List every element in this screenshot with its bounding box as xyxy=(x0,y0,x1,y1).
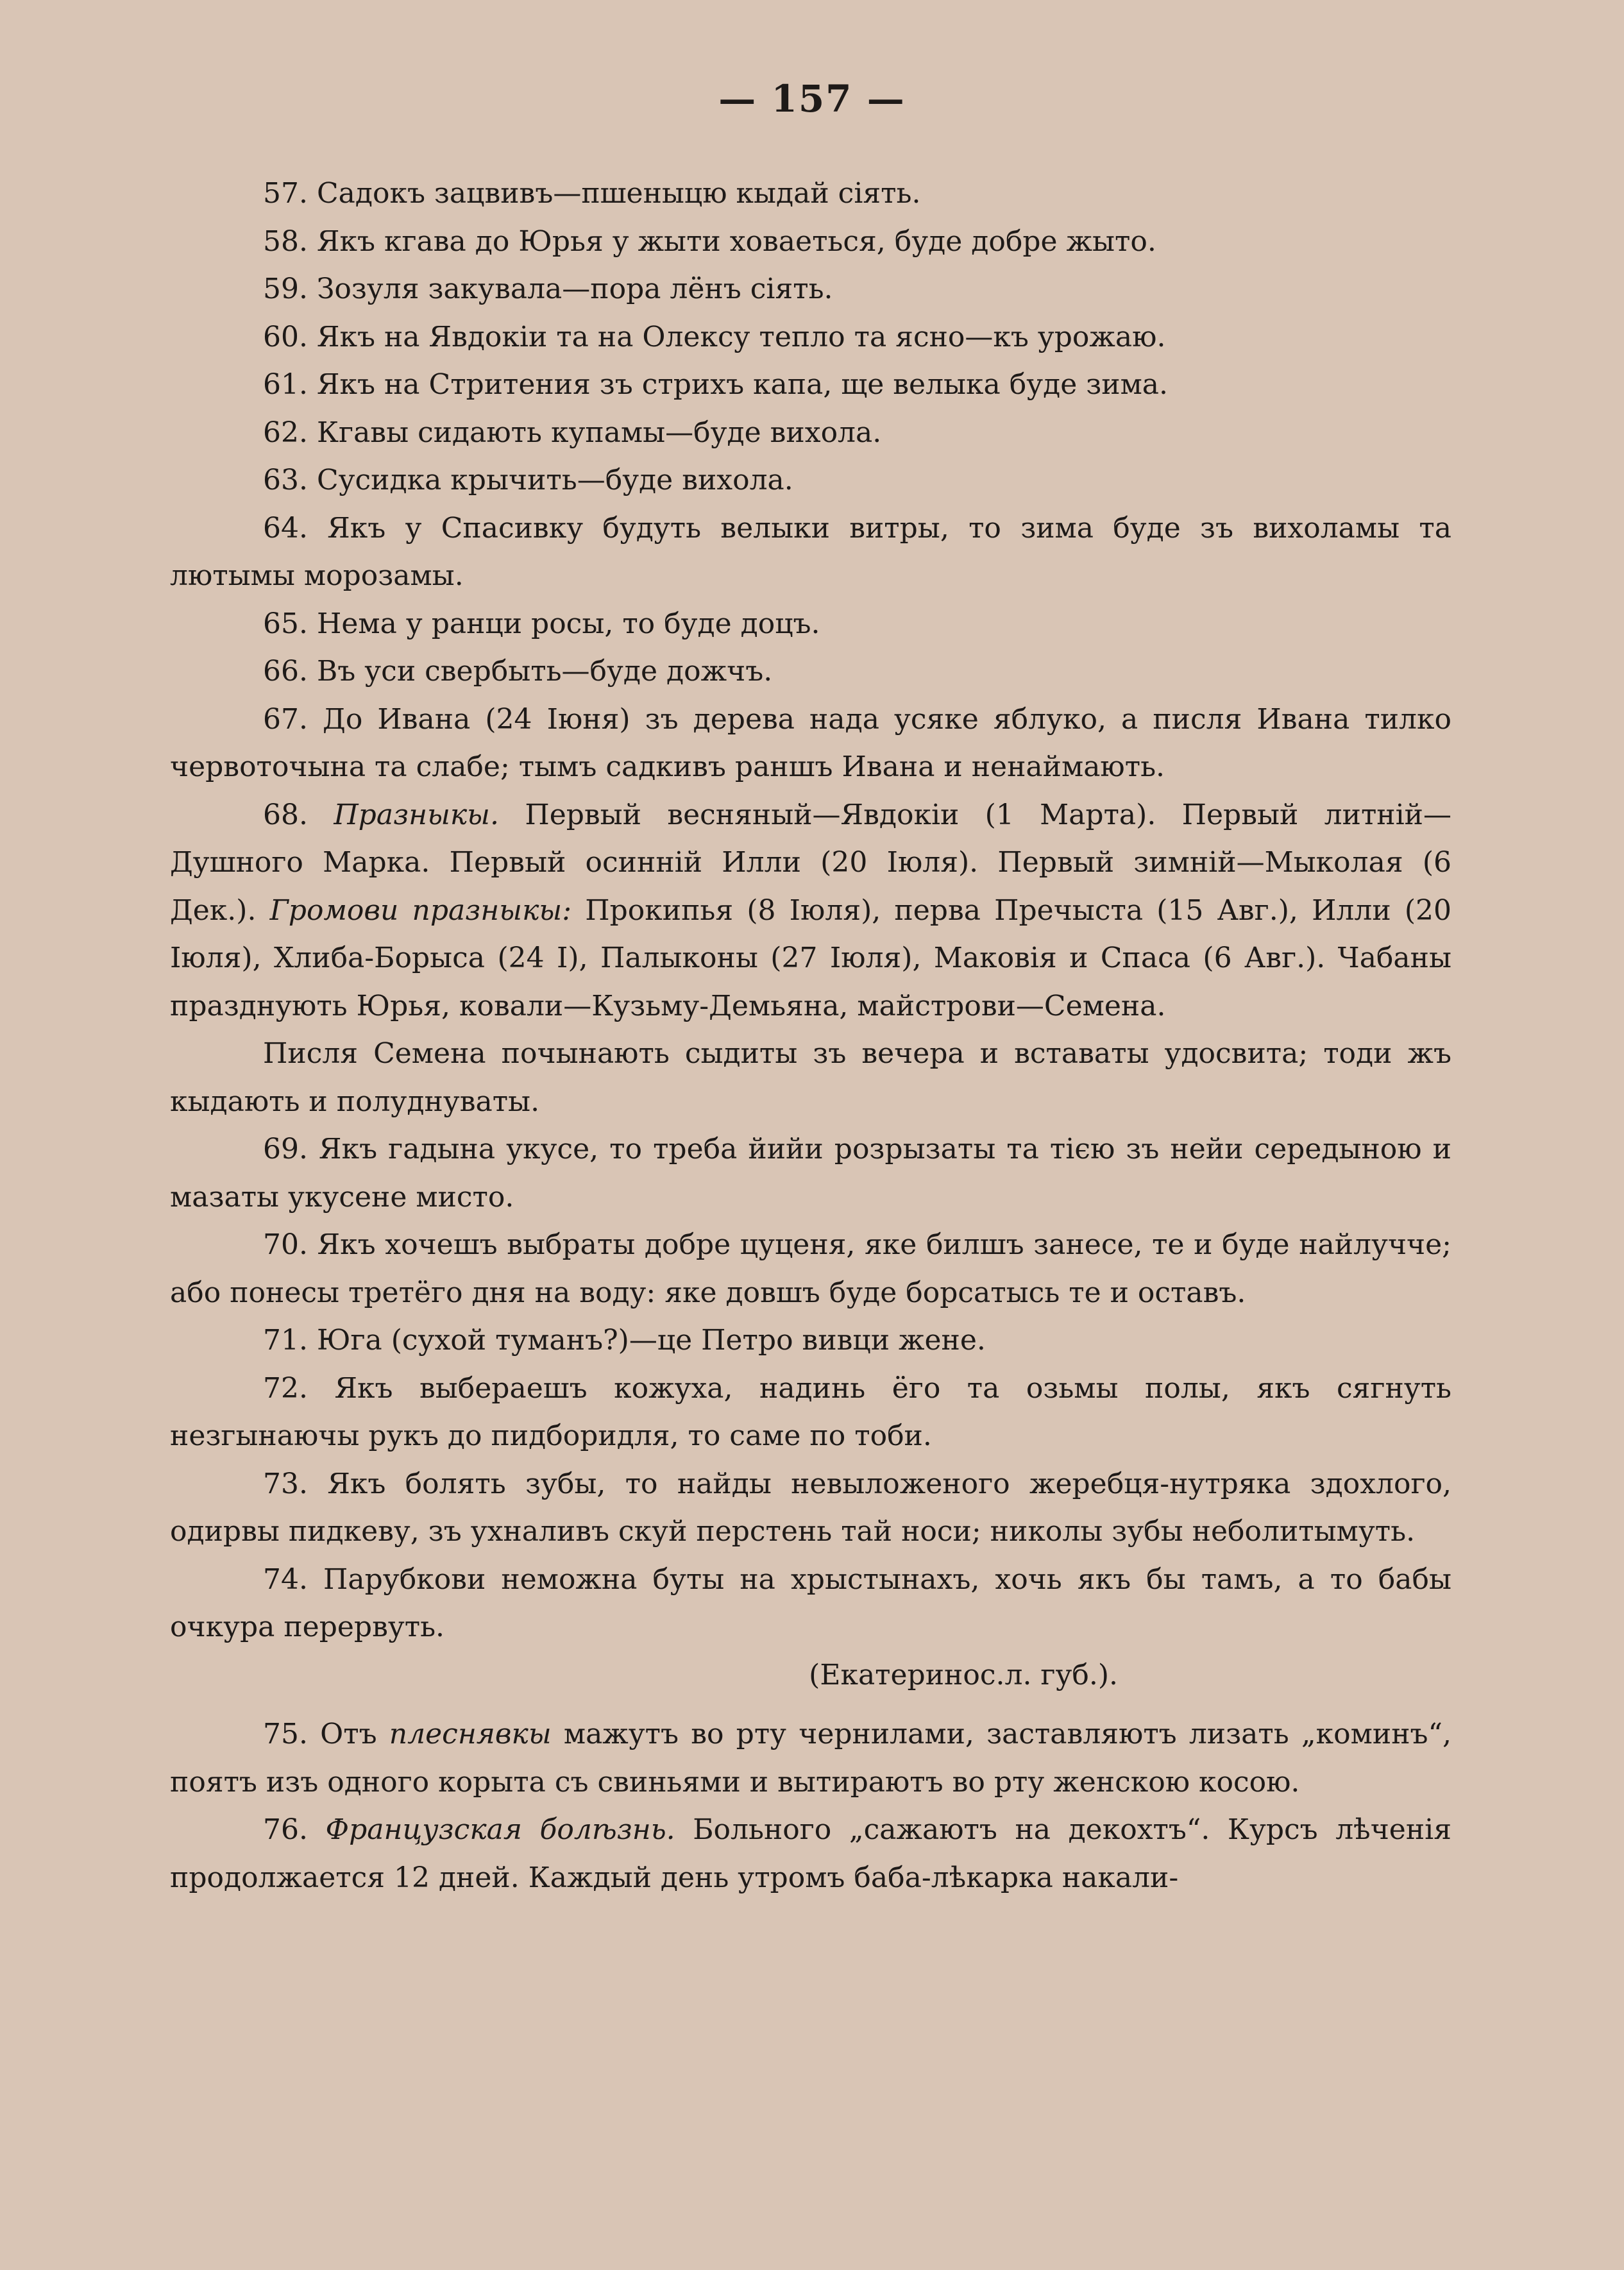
paragraph xyxy=(170,648,1451,696)
paragraph-number: 64. xyxy=(263,511,328,545)
paragraph-group xyxy=(170,1711,1451,1902)
paragraph xyxy=(170,600,1451,648)
paragraph-text: Парубкови неможна буты на хрыстынахъ, хочь якъ бы тамъ, а то бабы очкура перервуть. xyxy=(170,1563,1451,1643)
paragraph-number: 73. xyxy=(263,1467,328,1500)
italic-term: Французская болѣзнь. xyxy=(325,1813,675,1846)
paragraph-text: Якъ на Стритения зъ стрихъ капа, ще велыка буде зима. xyxy=(316,368,1169,401)
italic-term: плеснявкы xyxy=(389,1718,552,1750)
paragraph-text: Якъ на Явдокіи та на Олексу тепло та ясно—къ урожаю. xyxy=(316,320,1166,353)
paragraph-number: 66. xyxy=(263,655,317,688)
paragraph-text: Нема у ранци росы, то буде доцъ. xyxy=(316,607,820,640)
paragraph-number: 75. xyxy=(263,1718,321,1750)
paragraph xyxy=(170,1030,1451,1126)
paragraph-text: Больного „сажаютъ на декохтъ“. Курсъ лѣченія продолжается 12 дней. Каждый день утромъ баба-лѣкарка накали- xyxy=(170,1813,1451,1894)
paragraph xyxy=(170,792,1451,1031)
paragraph xyxy=(170,1317,1451,1365)
paragraph-text: До Ивана (24 Іюня) зъ дерева нада усяке яблуко, а писля Ивана тилко червоточына та слабе; тымъ садкивъ раншъ Ивана и ненаймають. xyxy=(170,702,1451,783)
paragraph xyxy=(170,696,1451,792)
italic-term: Празныкы. xyxy=(334,798,499,831)
paragraph xyxy=(170,266,1451,314)
paragraph-number: 57. xyxy=(263,177,317,210)
paragraph-text: Якъ хочешъ выбраты добре цуценя, яке билшъ занесе, те и буде найлучче; або понесы третёго дня на воду: яке довшъ буде борсатысь те и оставъ. xyxy=(170,1228,1451,1309)
paragraph-number: 67. xyxy=(263,702,323,736)
paragraph-number: 70. xyxy=(263,1228,317,1261)
paragraph xyxy=(170,218,1451,266)
paragraph-text: мажутъ во рту чернилами, заставляютъ лизать „коминъ“, поятъ изъ одного корыта съ свиньями и вытираютъ во рту женскою косою. xyxy=(170,1718,1451,1799)
paragraph-number: 65. xyxy=(263,607,317,640)
paragraph xyxy=(170,170,1451,218)
paragraph-number: 72. xyxy=(263,1371,335,1405)
paragraph xyxy=(170,409,1451,457)
paragraph xyxy=(170,1365,1451,1461)
paragraph-number: 59. xyxy=(263,273,317,305)
paragraph-text: Прокипья (8 Іюля), перва Пречыста (15 Авг.), Илли (20 Іюля), Хлиба-Борыса (24 І), Палыконы (27 Іюля), Маковія и Спаса (6 Авг.). Чабаны празднують Юрья, ковали—Кузьму-Демьяна, майстрови—Семена. xyxy=(170,894,1452,1022)
paragraph-group xyxy=(170,170,1451,1652)
paragraph xyxy=(170,361,1451,409)
paragraph-text: Зозуля закувала—пора лёнъ сіять. xyxy=(316,273,833,305)
paragraph-text: Въ уси свербыть—буде дожчъ. xyxy=(316,655,773,688)
source-attribution: (Екатеринос.л. губ.). xyxy=(809,1658,1118,1691)
paragraph xyxy=(170,1461,1451,1556)
paragraph-number: 69. xyxy=(263,1133,319,1165)
paragraph-text: Садокъ зацвивъ—пшеныцю кыдай сіять. xyxy=(316,177,921,210)
paragraph-number: 68. xyxy=(263,798,334,831)
paragraph-text: Якъ болять зубы, то найды невыложеного жеребця-нутряка здохлого, одирвы пидкеву, зъ ухналивъ скуй перстень тай носи; николы зубы неболитымуть. xyxy=(170,1467,1452,1548)
paragraph xyxy=(170,1806,1451,1902)
paragraph xyxy=(170,1221,1451,1317)
paragraph-number: 58. xyxy=(263,224,317,258)
paragraph-number: 63. xyxy=(263,464,317,496)
paragraph-number: 74. xyxy=(263,1563,324,1596)
paragraph xyxy=(170,1126,1451,1221)
paragraph-text: Первый весняный—Явдокіи (1 Марта). Первый литній—Душного Марка. Первый осинній Илли (20 Іюля). Первый зимній—Мыколая (6 Дек.). xyxy=(170,798,1452,927)
paragraph xyxy=(170,457,1451,505)
paragraph xyxy=(170,1556,1451,1652)
paragraph xyxy=(170,1711,1451,1806)
paragraph-text: Якъ гадына укусе, то треба йийи розрызаты та тією зъ нейи середыною и мазаты укусене мисто. xyxy=(170,1133,1451,1214)
paragraph-number: 71. xyxy=(263,1324,317,1357)
paragraph xyxy=(170,314,1451,362)
paragraph-text: Юга (сухой туманъ?)—це Петро вивци жене. xyxy=(316,1324,986,1357)
page-body xyxy=(170,170,1451,1902)
page-number: — 157 — xyxy=(718,77,906,121)
paragraph-text: Писля Семена почынають сыдиты зъ вечера и вставаты удосвита; тоди жъ кыдають и полуднуваты. xyxy=(170,1037,1451,1118)
paragraph-number: 62. xyxy=(263,416,317,449)
paragraph-text: Сусидка крычить—буде вихола. xyxy=(316,464,793,496)
paragraph-text: Якъ выбераешъ кожуха, надинь ёго та озьмы полы, якъ сягнуть незгынаючы рукъ до пидборидля, то саме по тоби. xyxy=(170,1371,1451,1452)
paragraph-text: Якъ у Спасивку будуть велыки витры, то зима буде зъ вихоламы та лютымы морозамы. xyxy=(170,511,1452,592)
paragraph-number: 76. xyxy=(263,1813,326,1846)
paragraph-text: Якъ кгава до Юрья у жыти ховаеться, буде добре жыто. xyxy=(316,224,1156,258)
paragraph-text: Отъ xyxy=(320,1718,389,1750)
paragraph-number: 60. xyxy=(263,320,317,353)
paragraph-text: Кгавы сидають купамы—буде вихола. xyxy=(316,416,882,449)
italic-term: Громови празныкы: xyxy=(269,894,572,927)
paragraph xyxy=(170,505,1451,600)
paragraph-number: 61. xyxy=(263,368,317,401)
